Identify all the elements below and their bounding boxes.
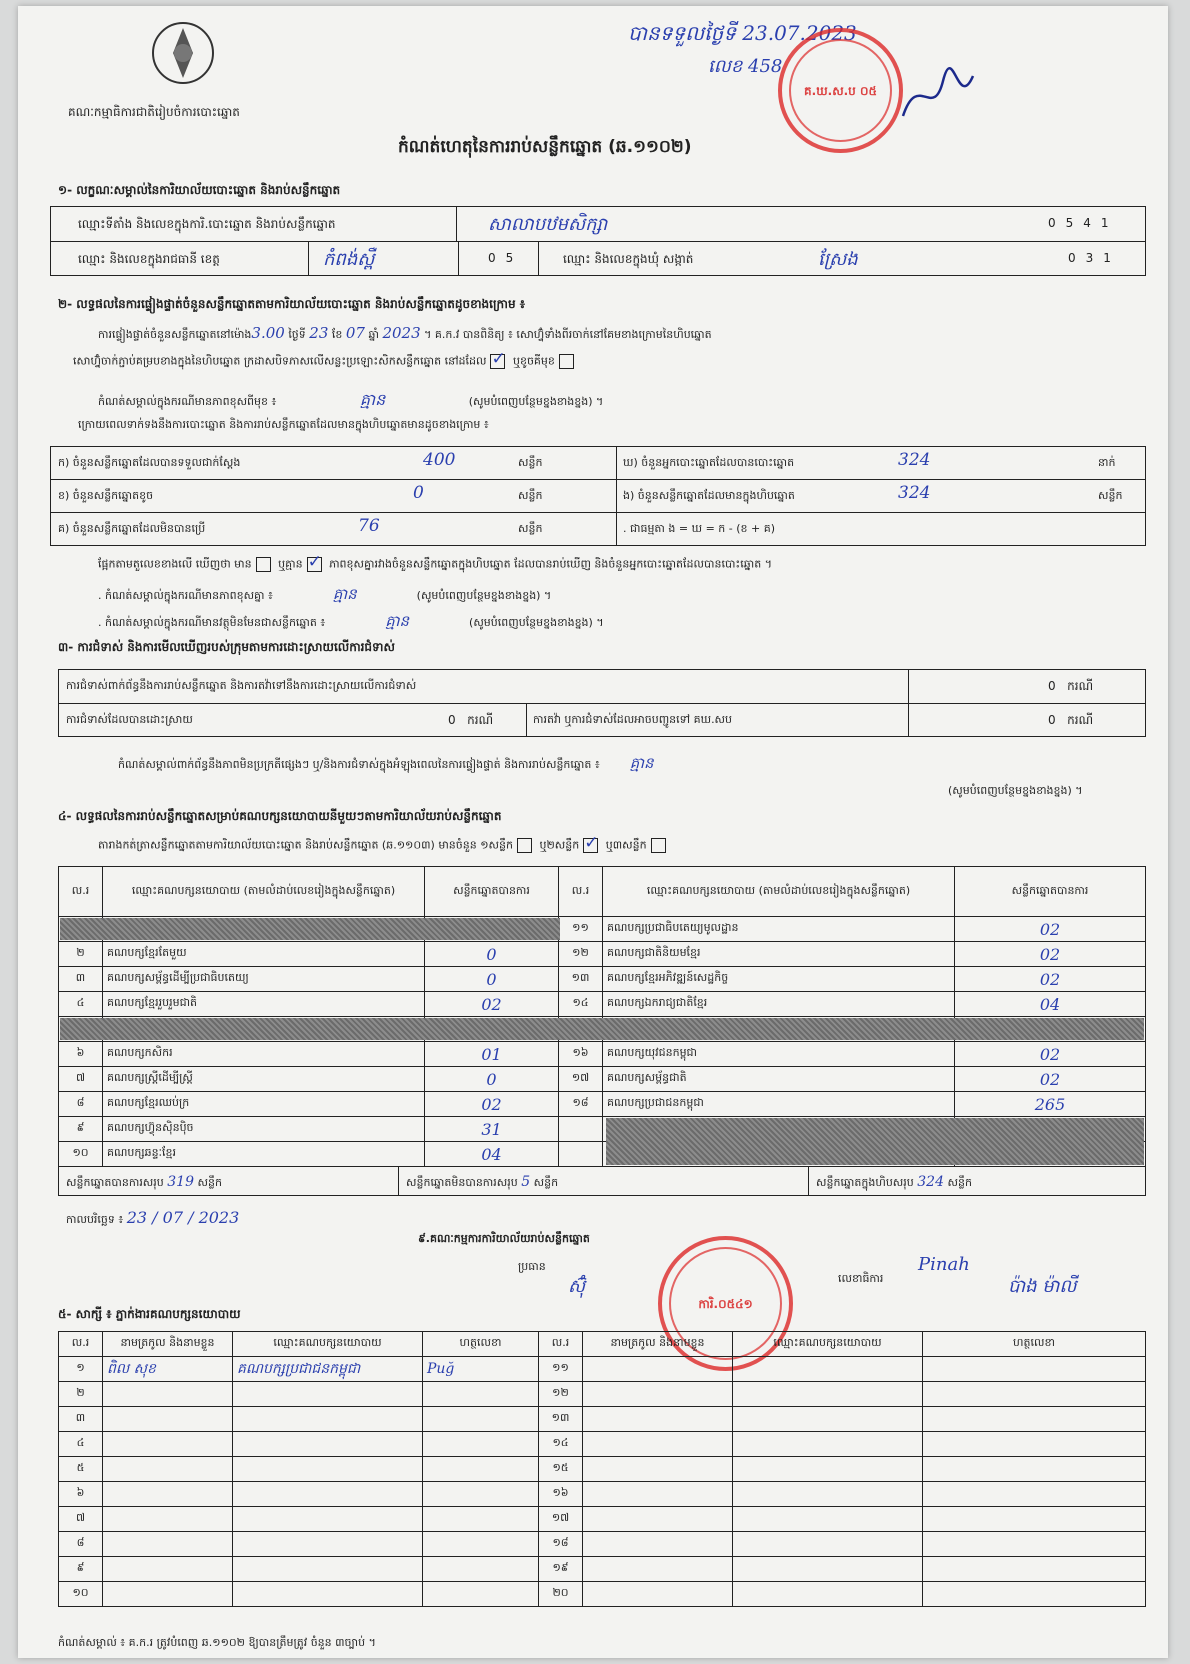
witness-sign [423, 1557, 539, 1582]
witness-sign [423, 1532, 539, 1557]
vote-count: 02 [955, 1067, 1146, 1092]
witness-sign [423, 1582, 539, 1607]
invalid-total: សន្លឹកឆ្នោតមិនបានការសរុប 5 សន្លឹក [406, 1174, 559, 1190]
royal-emblem-icon [148, 18, 218, 88]
vote-count: 31 [425, 1117, 559, 1142]
row-number: ១២ [539, 1382, 583, 1407]
footnote: កំណត់សម្គាល់ ៖ គ.ក.រ ត្រូវបំពេញ ឆ.១១០២ ឱ្យបានត្រឹមត្រូវ ចំនួន ៣ច្បាប់ ។ [58, 1636, 376, 1649]
row-number: ១៥ [539, 1457, 583, 1482]
copies-2-checkbox [583, 838, 598, 853]
section-5-title: ៥- សាក្សី ៖ ភ្នាក់ងារគណបក្សនយោបាយ [58, 1307, 241, 1321]
complaints-forwarded-label: ការតវ៉ា ឬការជំទាស់ដែលអាចបញ្ជូនទៅ គឃ.សប [533, 713, 733, 726]
commune-code: 031 [1068, 251, 1121, 265]
witness-name [103, 1582, 233, 1607]
witness-sign [423, 1482, 539, 1507]
witness-party [233, 1557, 423, 1582]
irregularity-note-hint: (សូមបំពេញបន្ថែមខ្នងខាងខ្នង) ។ [948, 784, 1083, 797]
witness-party [233, 1407, 423, 1432]
ballots-unused-label: គ) ចំនួនសន្លឹកឆ្នោតដែលមិនបានប្រើ [58, 522, 206, 535]
witness-name [103, 1532, 233, 1557]
difference-line: ផ្អែកតាមតួលេខខាងលើ ឃើញថា មាន ឬគ្មាន✓ ភាពខុសគ្នារវាងចំនួនសន្លឹកឆ្នោតក្នុងហិបឆ្នោត ដែលបានរាប់ឃើញ និងចំនួនអ្នកបោះឆ្នោតដែលបានបោះឆ្នោត ។ [98, 557, 772, 574]
ballots-received-label: ក) ចំនួនសន្លឹកឆ្នោតដែលបានទទួលជាក់ស្តែង [58, 456, 241, 469]
party-results-table: ល.រ ឈ្មោះគណបក្សនយោបាយ (តាមលំដាប់លេខរៀងក្នុងសន្លឹកឆ្នោត) សន្លឹកឆ្នោតបានការ ល.រ ឈ្មោះគណបក្សនយោបាយ (តាមលំដាប់លេខរៀងក្នុងសន្លឹកឆ្នោត) សន្លឹកឆ្នោតបានការ ១១ គណបក្សប្រជាធិបតេយ្យមូលដ្ឋាន 02 ២ គណបក្សខ្មែរតែមួយ 0 ១២ គណបក្សជាតិនិយមខ្មែរ 02 ៣ គណបក្សសម្ព័ន្ធដើម្បីប្រជាធិបតេយ្យ 0 ១៣ គណបក្សខ្មែរអភិវឌ្ឍន៍សេដ្ឋកិច្ច 02 ៤ គណបក្សខ្មែររួបរួមជាតិ 02 ១៤ គណបក្សឯករាជ្យជាតិខ្មែរ 04 ៦ គណបក្សកសិករ 01 ១៦ គណបក្សយុវជនកម្ពុជា 02 ៧ គណបក្សស្ត្រីដើម្បីស្ត្រី 0 ១៧ គណបក្សសម្ព័ន្ធជាតិ 02 ៨ គណបក្សខ្មែរឈប់ក្រ 02 ១៨ គណបក្សប្រជាជនកម្ពុជា 265 ៩ គណបក្សហ៊្វុនស៊ិនប៉ិច 31 ១០ គណបក្សឆន្ទៈខ្មែរ 04 [58, 866, 1146, 1167]
party-name: គណបក្សខ្មែរអភិវឌ្ឍន៍សេដ្ឋកិច្ច [603, 967, 955, 992]
complaints-resolved-label: ការជំទាស់ដែលបានដោះស្រាយ [66, 713, 193, 726]
voters-voted-value: 324 [898, 450, 931, 470]
row-number: ៧ [59, 1067, 103, 1092]
witness-row [59, 1557, 1146, 1582]
seal-intact-checkbox [490, 354, 505, 369]
unknown-object-note-line: . កំណត់សម្គាល់ក្នុងករណីមានវត្ថុមិនមែនជាសន្លឹកឆ្នោត ៖ គ្មាន (សូមបំពេញបន្ថែមខ្នងខាងខ្នង) ។ [98, 612, 604, 630]
vote-count: 02 [425, 1092, 559, 1117]
row-number: ១៨ [559, 1092, 603, 1117]
party-row [59, 1067, 1146, 1092]
witness-party [233, 1582, 423, 1607]
diff-note-line: . កំណត់សម្គាល់ក្នុងករណីមានភាពខុសគ្នា ៖ គ្មាន (សូមបំពេញបន្ថែមខ្នងខាងខ្នង) ។ [98, 585, 552, 603]
party-name: គណបក្សយុវជនកម្ពុជា [603, 1042, 955, 1067]
vote-count: 01 [425, 1042, 559, 1067]
row-number: ១៦ [559, 1042, 603, 1067]
counts-intro: ក្រោយពេលទាក់ទងនឹងការបោះឆ្នោត និងការរាប់សន្លឹកឆ្នោតដែលមានក្នុងហិបឆ្នោតមានដូចខាងក្រោម ៖ [78, 418, 489, 431]
chairman-name: ស៊ុំ [568, 1276, 586, 1297]
polling-station-value: សាលាបឋមសិក្សា [488, 214, 608, 235]
vote-count: 0 [425, 1067, 559, 1092]
vote-count: 0 [425, 967, 559, 992]
row-number: ៤ [59, 1432, 103, 1457]
row-number: ១១ [559, 917, 603, 942]
witness-sign [423, 1507, 539, 1532]
witness-row [59, 1457, 1146, 1482]
valid-total: សន្លឹកឆ្នោតបានការសរុប 319 សន្លឹក [66, 1174, 222, 1190]
row-number: ៩ [59, 1117, 103, 1142]
witness-row [59, 1582, 1146, 1607]
seal-broken-checkbox [559, 354, 574, 369]
complaints-total-label: ការជំទាស់ពាក់ព័ន្ធនឹងការរាប់សន្លឹកឆ្នោត និងការតវ៉ាទៅនឹងការដោះស្រាយលើការជំទាស់ [66, 679, 417, 692]
party-name: គណបក្សកសិករ [103, 1042, 425, 1067]
station-committee-label: ៩.គណៈកម្មការការិយាល័យរាប់សន្លឹកឆ្នោត [418, 1232, 590, 1245]
inbox-total: សន្លឹកឆ្នោតក្នុងហិបសរុប 324 សន្លឹក [816, 1174, 972, 1190]
ballots-spoiled-label: ខ) ចំនួនសន្លឹកឆ្នោតខូច [58, 489, 154, 502]
row-number: ១៣ [559, 967, 603, 992]
row-number: ១៤ [539, 1432, 583, 1457]
row-number: ១៤ [559, 992, 603, 1017]
witness-sign [423, 1432, 539, 1457]
vote-count: 04 [955, 992, 1146, 1017]
witness-row [59, 1407, 1146, 1432]
row-number: ៩ [59, 1557, 103, 1582]
row-number: ៦ [59, 1042, 103, 1067]
party-name: គណបក្សឆន្ទៈខ្មែរ [103, 1142, 425, 1167]
ballots-unused-value: 76 [358, 516, 380, 536]
row-number: ៧ [59, 1507, 103, 1532]
received-number: លេខ 458 [708, 56, 783, 77]
party-name: គណបក្សខ្មែរឈប់ក្រ [103, 1092, 425, 1117]
row-number: ៣ [59, 1407, 103, 1432]
count-time-line: ការផ្ទៀងផ្ទាត់ចំនួនសន្លឹកឆ្នោតនៅម៉ោង3.00 ថ្ងៃទី 23 ខែ 07 ឆ្នាំ 2023 ។ គ.ក.វ បានពិនិត្យ ៖ សោហ្វ៊ុំទាំងពីរចាក់នៅគែមខាងក្រោមនៃហិបឆ្នោត [98, 324, 712, 342]
party-name: គណបក្សសម្ព័ន្ធដើម្បីប្រជាធិបតេយ្យ [103, 967, 425, 992]
vote-count: 265 [955, 1092, 1146, 1117]
party-name: គណបក្សហ៊្វុនស៊ិនប៉ិច [103, 1117, 425, 1142]
row-number: ១៧ [559, 1067, 603, 1092]
vote-count: 02 [955, 1042, 1146, 1067]
stamp-code-top: គ.ឃ.ស.ប ០៥ [804, 84, 877, 99]
witness-row [59, 1532, 1146, 1557]
party-name: គណបក្សឯករាជ្យជាតិខ្មែរ [603, 992, 955, 1017]
committee-name: គណៈកម្មាធិការជាតិរៀបចំការបោះឆ្នោត [68, 105, 240, 119]
row-number: ៨ [59, 1532, 103, 1557]
seal-note-line: កំណត់សម្គាល់ក្នុងករណីមានភាពខុសពីមុខ ៖ គ្មាន (សូមបំពេញបន្ថែមខ្នងខាងខ្នង) ។ [98, 390, 604, 409]
row-number: ១៩ [539, 1557, 583, 1582]
witness-name: ពិល សុខ [103, 1357, 233, 1382]
vote-count: 0 [425, 942, 559, 967]
official-red-stamp-top [778, 28, 903, 153]
row-number: ១៦ [539, 1482, 583, 1507]
witness-name [103, 1457, 233, 1482]
witness-party [233, 1507, 423, 1532]
witness-table: ល.រ នាមត្រកូល និងនាមខ្លួន ឈ្មោះគណបក្សនយោបាយ ហត្ថលេខា ល.រ នាមត្រកូល និងនាមខ្លួន ឈ្មោះគណបក្សនយោបាយ ហត្ថលេខា ១ ពិល សុខ គណបក្សប្រជាជនកម្ពុជា Puğ ១១ ២ ១២ ៣ ១៣ ៤ ១៤ ៥ ១៥ ៦ ១៦ ៧ ១៧ ៨ ១៨ ៩ ១៩ ១០ ២០ [58, 1331, 1146, 1607]
row-number: ៣ [59, 967, 103, 992]
row-number: ១៣ [539, 1407, 583, 1432]
witness-row [59, 1482, 1146, 1507]
party-name: គណបក្សខ្មែរតែមួយ [103, 942, 425, 967]
witness-party [233, 1482, 423, 1507]
row-number: ១៨ [539, 1532, 583, 1557]
witness-name [103, 1407, 233, 1432]
stamp-label-bottom: ការិ.០៥៤១ [698, 1296, 753, 1311]
diff-yes-checkbox [256, 557, 271, 572]
witness-name [103, 1482, 233, 1507]
formula-text: . ជាធម្មតា ង = ឃ = ក - (ខ + គ) [623, 522, 775, 535]
diff-no-checkbox [307, 557, 322, 572]
row-number: ៤ [59, 992, 103, 1017]
party-name: គណបក្សសម្ព័ន្ធជាតិ [603, 1067, 955, 1092]
ballot-result-form: គណៈកម្មាធិការជាតិរៀបចំការបោះឆ្នោត កំណត់ហេតុនៃការរាប់សន្លឹកឆ្នោត (ឆ.១១០២) បានទទួលថ្ងៃទី 23.07.2023 លេខ 458 គ.ឃ.ស.ប ០៥ ១- លក្ខណៈសម្គាល់នៃការិយាល័យបោះឆ្នោត និងរាប់សន្លឹកឆ្នោត ឈ្មោះទីតាំង និងលេខក្នុងការិ.បោះឆ្នោត និងរាប់សន្លឹកឆ្នោត សាលាបឋមសិក្សា 0541 ឈ្មោះ និងលេខក្នុងរាជធានី ខេត្ត កំពង់ស្ពឺ 05 ឈ្មោះ និងលេខក្នុងឃុំ សង្កាត់ ស្រែង 031 ២- លទ្ធផលនៃការផ្ទៀងផ្ទាត់ចំនួនសន្លឹកឆ្នោតតាមការិយាល័យបោះឆ្នោត និងរាប់សន្លឹកឆ្នោតដូចខាងក្រោម ៖ ការផ្ទៀងផ្ទាត់ចំនួនសន្លឹកឆ្នោតនៅម៉ោង3.00 ថ្ងៃទី 23 ខែ 07 ឆ្នាំ 2023 ។ គ.ក.វ បានពិនិត្យ ៖ សោហ្វ៊ុំទាំងពីរចាក់នៅគែមខាងក្រោមនៃហិបឆ្នោត សោហ្វ៊ុំចាក់ភ្ជាប់គម្របខាងក្នុងនៃហិបឆ្នោត ក្រដាសបិទភាសលើសន្លះប្រឡោះសិកសន្លឹកឆ្នោត នៅដដែល✓ ឬខូចគីមុខ កំណត់សម្គាល់ក្នុងករណីមានភាពខុសពីមុខ ៖ គ្មាន (សូមបំពេញបន្ថែមខ្នងខាងខ្នង) ។ ក្រោយពេលទាក់ទងនឹងការបោះឆ្នោត និងការរាប់សន្លឹកឆ្នោតដែលមានក្នុងហិបឆ្នោតមានដូចខាងក្រោម ៖ ក) ចំនួនសន្លឹកឆ្នោតដែលបានទទួលជាក់ស្តែង 400 សន្លឹក ខ) ចំនួនសន្លឹកឆ្នោតខូច 0 សន្លឹក គ) ចំនួនសន្លឹកឆ្នោតដែលមិនបានប្រើ 76 សន្លឹក ឃ) ចំនួនអ្នកបោះឆ្នោតដែលបានបោះឆ្នោត 324 នាក់ ង) ចំនួនសន្លឹកឆ្នោតដែលមានក្នុងហិបឆ្នោត 324 សន្លឹក . ជាធម្មតា ង = ឃ = ក - (ខ + គ) ផ្អែកតាមតួលេខខាងលើ ឃើញថា មាន ឬគ្មាន✓ ភាពខុសគ្នារវាងចំនួនសន្លឹកឆ្នោតក្នុងហិបឆ្នោត ដែលបានរាប់ឃើញ និងចំនួនអ្នកបោះឆ្នោតដែលបានបោះឆ្នោត ។ . កំណត់សម្គាល់ក្នុងករណីមានភាពខុសគ្នា ៖ គ្មាន (សូមបំពេញបន្ថែមខ្នងខាងខ្នង) ។ . កំណត់សម្គាល់ក្នុងករណីមានវត្ថុមិនមែនជាសន្លឹកឆ្នោត ៖ គ្មាន (សូមបំពេញបន្ថែមខ្នងខាងខ្នង) ។ ៣- ការជំទាស់ និងការមើលឃើញរបស់ក្រុមតាមការដោះស្រាយលើការជំទាស់ ការជំទាស់ពាក់ព័ន្ធនឹងការរាប់សន្លឹកឆ្នោត និងការតវ៉ាទៅនឹងការដោះស្រាយលើការជំទាស់ 0 ករណី ការជំទាស់ដែលបានដោះស្រាយ 0 ករណី ការតវ៉ា ឬការជំទាស់ដែលអាចបញ្ជូនទៅ គឃ.សប 0 ករណី កំណត់សម្គាល់ពាក់ព័ន្ធនឹងភាពមិនប្រក្រតីផ្សេងៗ ឬ/និងការជំទាស់ក្នុងអំឡុងពេលនៃការផ្ទៀងផ្ទាត់ និងការរាប់សន្លឹកឆ្នោត ៖ គ្មាន (សូមបំពេញបន្ថែមខ្នងខាងខ្នង) ។ ៤- លទ្ធផលនៃការរាប់សន្លឹកឆ្នោតសម្រាប់គណបក្សនយោបាយនីមួយៗតាមការិយាល័យរាប់សន្លឹកឆ្នោត តារាងកត់ត្រាសន្លឹកឆ្នោតតាមការិយាល័យបោះឆ្នោត និងរាប់សន្លឹកឆ្នោត (ឆ.១១០៣) មានចំនួន ១សន្លឹក ឬ២សន្លឹក✓ ឬ៣សន្លឹក ល.រ ឈ្មោះគណបក្សនយោបាយ (តាមលំដាប់លេខរៀងក្នុងសន្លឹកឆ្នោត) សន្លឹកឆ្នោតបានការ ល.រ ឈ្មោះគណបក្សនយោបាយ (តាមលំដាប់លេខរៀងក្នុងសន្លឹកឆ្នោត) សន្លឹកឆ្នោតបានការ ១១ គណបក្សប្រជាធិបតេយ្យមូលដ្ឋាន 02 ២ គណបក្សខ្មែរតែមួយ 0 ១២ គណបក្សជាតិនិយមខ្មែរ 02 ៣ គណបក្សសម្ព័ន្ធដើម្បីប្រជាធិបតេយ្យ 0 ១៣ គណបក្សខ្មែរអភិវឌ្ឍន៍សេដ្ឋកិច្ច 02 ៤ គណបក្សខ្មែររួបរួមជាតិ 02 ១៤ គណបក្សឯករាជ្យជាតិខ្មែរ 04 ៦ គណបក្សកសិករ 01 ១៦ គណបក្សយុវជនកម្ពុជា 02 ៧ គណបក្សស្ត្រីដើម្បីស្ត្រី 0 ១៧ គណបក្សសម្ព័ន្ធជាតិ 02 ៨ គណបក្សខ្មែរឈប់ក្រ 02 ១៨ គណបក្សប្រជាជនកម្ពុជា 265 ៩ គណបក្សហ៊្វុនស៊ិនប៉ិច 31 ១០ គណបក្សឆន្ទៈខ្មែរ 04 សន្លឹកឆ្នោតបានការសរុប 319 សន្លឹក សន្លឹកឆ្នោតមិនបានការសរុប 5 សន្លឹក សន្លឹកឆ្នោតក្នុងហិបសរុប 324 សន្លឹក កាលបរិច្ឆេទ ៖ 23 / 07 / 2023 ៩.គណៈកម្មការការិយាល័យរាប់សន្លឹកឆ្នោត ប្រធាន ស៊ុំ ការិ.០៥៤១ លេខាធិការ Pinah ប៉ាង ម៉ាលី ៥- សាក្សី ៖ ភ្នាក់ងារគណបក្សនយោបាយ ល.រ នាមត្រកូល និងនាមខ្លួន ឈ្មោះគណបក្សនយោបាយ ហត្ថលេខា ល.រ នាមត្រកូល និងនាមខ្លួន ឈ្មោះគណបក្សនយោបាយ ហត្ថលេខា ១ ពិល សុខ គណបក្សប្រជាជនកម្ពុជា Puğ ១១ ២ ១២ ៣ ១៣ ៤ ១៤ ៥ ១៥ ៦ ១៦ ៧ ១៧ ៨ ១៨ ៩ ១៩ ១០ ២០ កំណត់សម្គាល់ ៖ គ.ក.រ ត្រូវបំពេញ ឆ.១១០២ ឱ្យបានត្រឹមត្រូវ ចំនួន ៣ច្បាប់ ។ [18, 6, 1168, 1658]
row-number: ១១ [539, 1357, 583, 1382]
ballots-in-box-value: 324 [898, 483, 931, 503]
witness-party [233, 1432, 423, 1457]
section-3-title: ៣- ការជំទាស់ និងការមើលឃើញរបស់ក្រុមតាមការដោះស្រាយលើការជំទាស់ [58, 640, 395, 654]
row-number: ១០ [59, 1142, 103, 1167]
witness-name [103, 1507, 233, 1532]
witness-party [233, 1532, 423, 1557]
row-number: ១៧ [539, 1507, 583, 1532]
complaints-forwarded-value: 0 ករណី [1048, 713, 1094, 727]
witness-sign [423, 1457, 539, 1482]
complaints-total-value: 0 ករណី [1048, 679, 1094, 693]
witness-party [233, 1382, 423, 1407]
province-label: ឈ្មោះ និងលេខក្នុងរាជធានី ខេត្ត [78, 252, 220, 266]
vote-count: 02 [955, 967, 1146, 992]
secretary-name: ប៉ាង ម៉ាលី [1008, 1276, 1077, 1297]
secretary-label: លេខាធិការ [838, 1272, 884, 1285]
secretary-signature: Pinah [918, 1254, 970, 1275]
ballots-in-box-label: ង) ចំនួនសន្លឹកឆ្នោតដែលមានក្នុងហិបឆ្នោត [623, 489, 795, 502]
row-number: ៥ [59, 1457, 103, 1482]
witness-sign [423, 1407, 539, 1432]
seal-check-line: សោហ្វ៊ុំចាក់ភ្ជាប់គម្របខាងក្នុងនៃហិបឆ្នោត ក្រដាសបិទភាសលើសន្លះប្រឡោះសិកសន្លឹកឆ្នោត នៅដដែល✓ ឬខូចគីមុខ [73, 354, 578, 371]
vote-count: 02 [955, 942, 1146, 967]
province-value: កំពង់ស្ពឺ [323, 249, 375, 270]
row-number: ២០ [539, 1582, 583, 1607]
witness-row [59, 1382, 1146, 1407]
row-number: ១០ [59, 1582, 103, 1607]
party-row [59, 992, 1146, 1017]
irregularity-note-line: កំណត់សម្គាល់ពាក់ព័ន្ធនឹងភាពមិនប្រក្រតីផ្សេងៗ ឬ/និងការជំទាស់ក្នុងអំឡុងពេលនៃការផ្ទៀងផ្ទាត់ និងការរាប់សន្លឹកឆ្នោត ៖ គ្មាន [118, 754, 654, 772]
row-number: ២ [59, 1382, 103, 1407]
witness-sign [423, 1382, 539, 1407]
section-1-title: ១- លក្ខណៈសម្គាល់នៃការិយាល័យបោះឆ្នោត និងរាប់សន្លឹកឆ្នោត [58, 183, 341, 197]
row-number: ១២ [559, 942, 603, 967]
chairman-label: ប្រធាន [518, 1260, 546, 1273]
section-2-title: ២- លទ្ធផលនៃការផ្ទៀងផ្ទាត់ចំនួនសន្លឹកឆ្នោតតាមការិយាល័យបោះឆ្នោត និងរាប់សន្លឹកឆ្នោតដូចខាងក្រោម ៖ [58, 297, 526, 311]
witness-row [59, 1432, 1146, 1457]
witness-row [59, 1357, 1146, 1382]
party-row [59, 942, 1146, 967]
party-name: គណបក្សប្រជាជនកម្ពុជា [603, 1092, 955, 1117]
received-note: បានទទួលថ្ងៃទី 23.07.2023 [628, 21, 857, 45]
form-title: កំណត់ហេតុនៃការរាប់សន្លឹកឆ្នោត (ឆ.១១០២) [398, 137, 692, 157]
party-name: គណបក្សស្ត្រីដើម្បីស្ត្រី [103, 1067, 425, 1092]
province-code: 05 [488, 251, 524, 265]
witness-name [103, 1432, 233, 1457]
witness-name [103, 1557, 233, 1582]
vote-count: 02 [955, 917, 1146, 942]
copies-3-checkbox [651, 838, 666, 853]
vote-count: 02 [425, 992, 559, 1017]
party-row [59, 1042, 1146, 1067]
signature-top [898, 61, 978, 131]
party-row [59, 1092, 1146, 1117]
polling-station-code: 0541 [1048, 216, 1119, 230]
tally-copies-line: តារាងកត់ត្រាសន្លឹកឆ្នោតតាមការិយាល័យបោះឆ្នោត និងរាប់សន្លឹកឆ្នោត (ឆ.១១០៣) មានចំនួន ១សន្លឹក ឬ២សន្លឹក✓ ឬ៣សន្លឹក [98, 838, 670, 855]
redacted-empty-cells [606, 1118, 1144, 1165]
row-number: ៨ [59, 1092, 103, 1117]
witness-party: គណបក្សប្រជាជនកម្ពុជា [233, 1357, 423, 1382]
party-name: គណបក្សប្រជាធិបតេយ្យមូលដ្ឋាន [603, 917, 955, 942]
witness-party [233, 1457, 423, 1482]
witness-name [103, 1382, 233, 1407]
date-line: កាលបរិច្ឆេទ ៖ 23 / 07 / 2023 [66, 1208, 240, 1227]
row-number: ៦ [59, 1482, 103, 1507]
commune-label: ឈ្មោះ និងលេខក្នុងឃុំ សង្កាត់ [563, 252, 694, 266]
section-4-title: ៤- លទ្ធផលនៃការរាប់សន្លឹកឆ្នោតសម្រាប់គណបក្សនយោបាយនីមួយៗតាមការិយាល័យរាប់សន្លឹកឆ្នោត [58, 809, 502, 823]
ballots-spoiled-value: 0 [413, 483, 424, 503]
redacted-row-1 [60, 918, 560, 940]
witness-row [59, 1507, 1146, 1532]
party-name: គណបក្សជាតិនិយមខ្មែរ [603, 942, 955, 967]
complaints-resolved-value: 0 ករណី [448, 713, 494, 727]
polling-station-label: ឈ្មោះទីតាំង និងលេខក្នុងការិ.បោះឆ្នោត និងរាប់សន្លឹកឆ្នោត [78, 217, 336, 231]
vote-count: 04 [425, 1142, 559, 1167]
ballots-received-value: 400 [423, 450, 456, 470]
witness-sign: Puğ [423, 1357, 539, 1382]
party-name: គណបក្សខ្មែររួបរួមជាតិ [103, 992, 425, 1017]
party-row [59, 967, 1146, 992]
row-number: ២ [59, 942, 103, 967]
copies-1-checkbox [517, 838, 532, 853]
redacted-row-5-15 [60, 1018, 1144, 1040]
voters-voted-label: ឃ) ចំនួនអ្នកបោះឆ្នោតដែលបានបោះឆ្នោត [623, 456, 795, 469]
row-number: ១ [59, 1357, 103, 1382]
commune-value: ស្រែង [818, 249, 858, 270]
